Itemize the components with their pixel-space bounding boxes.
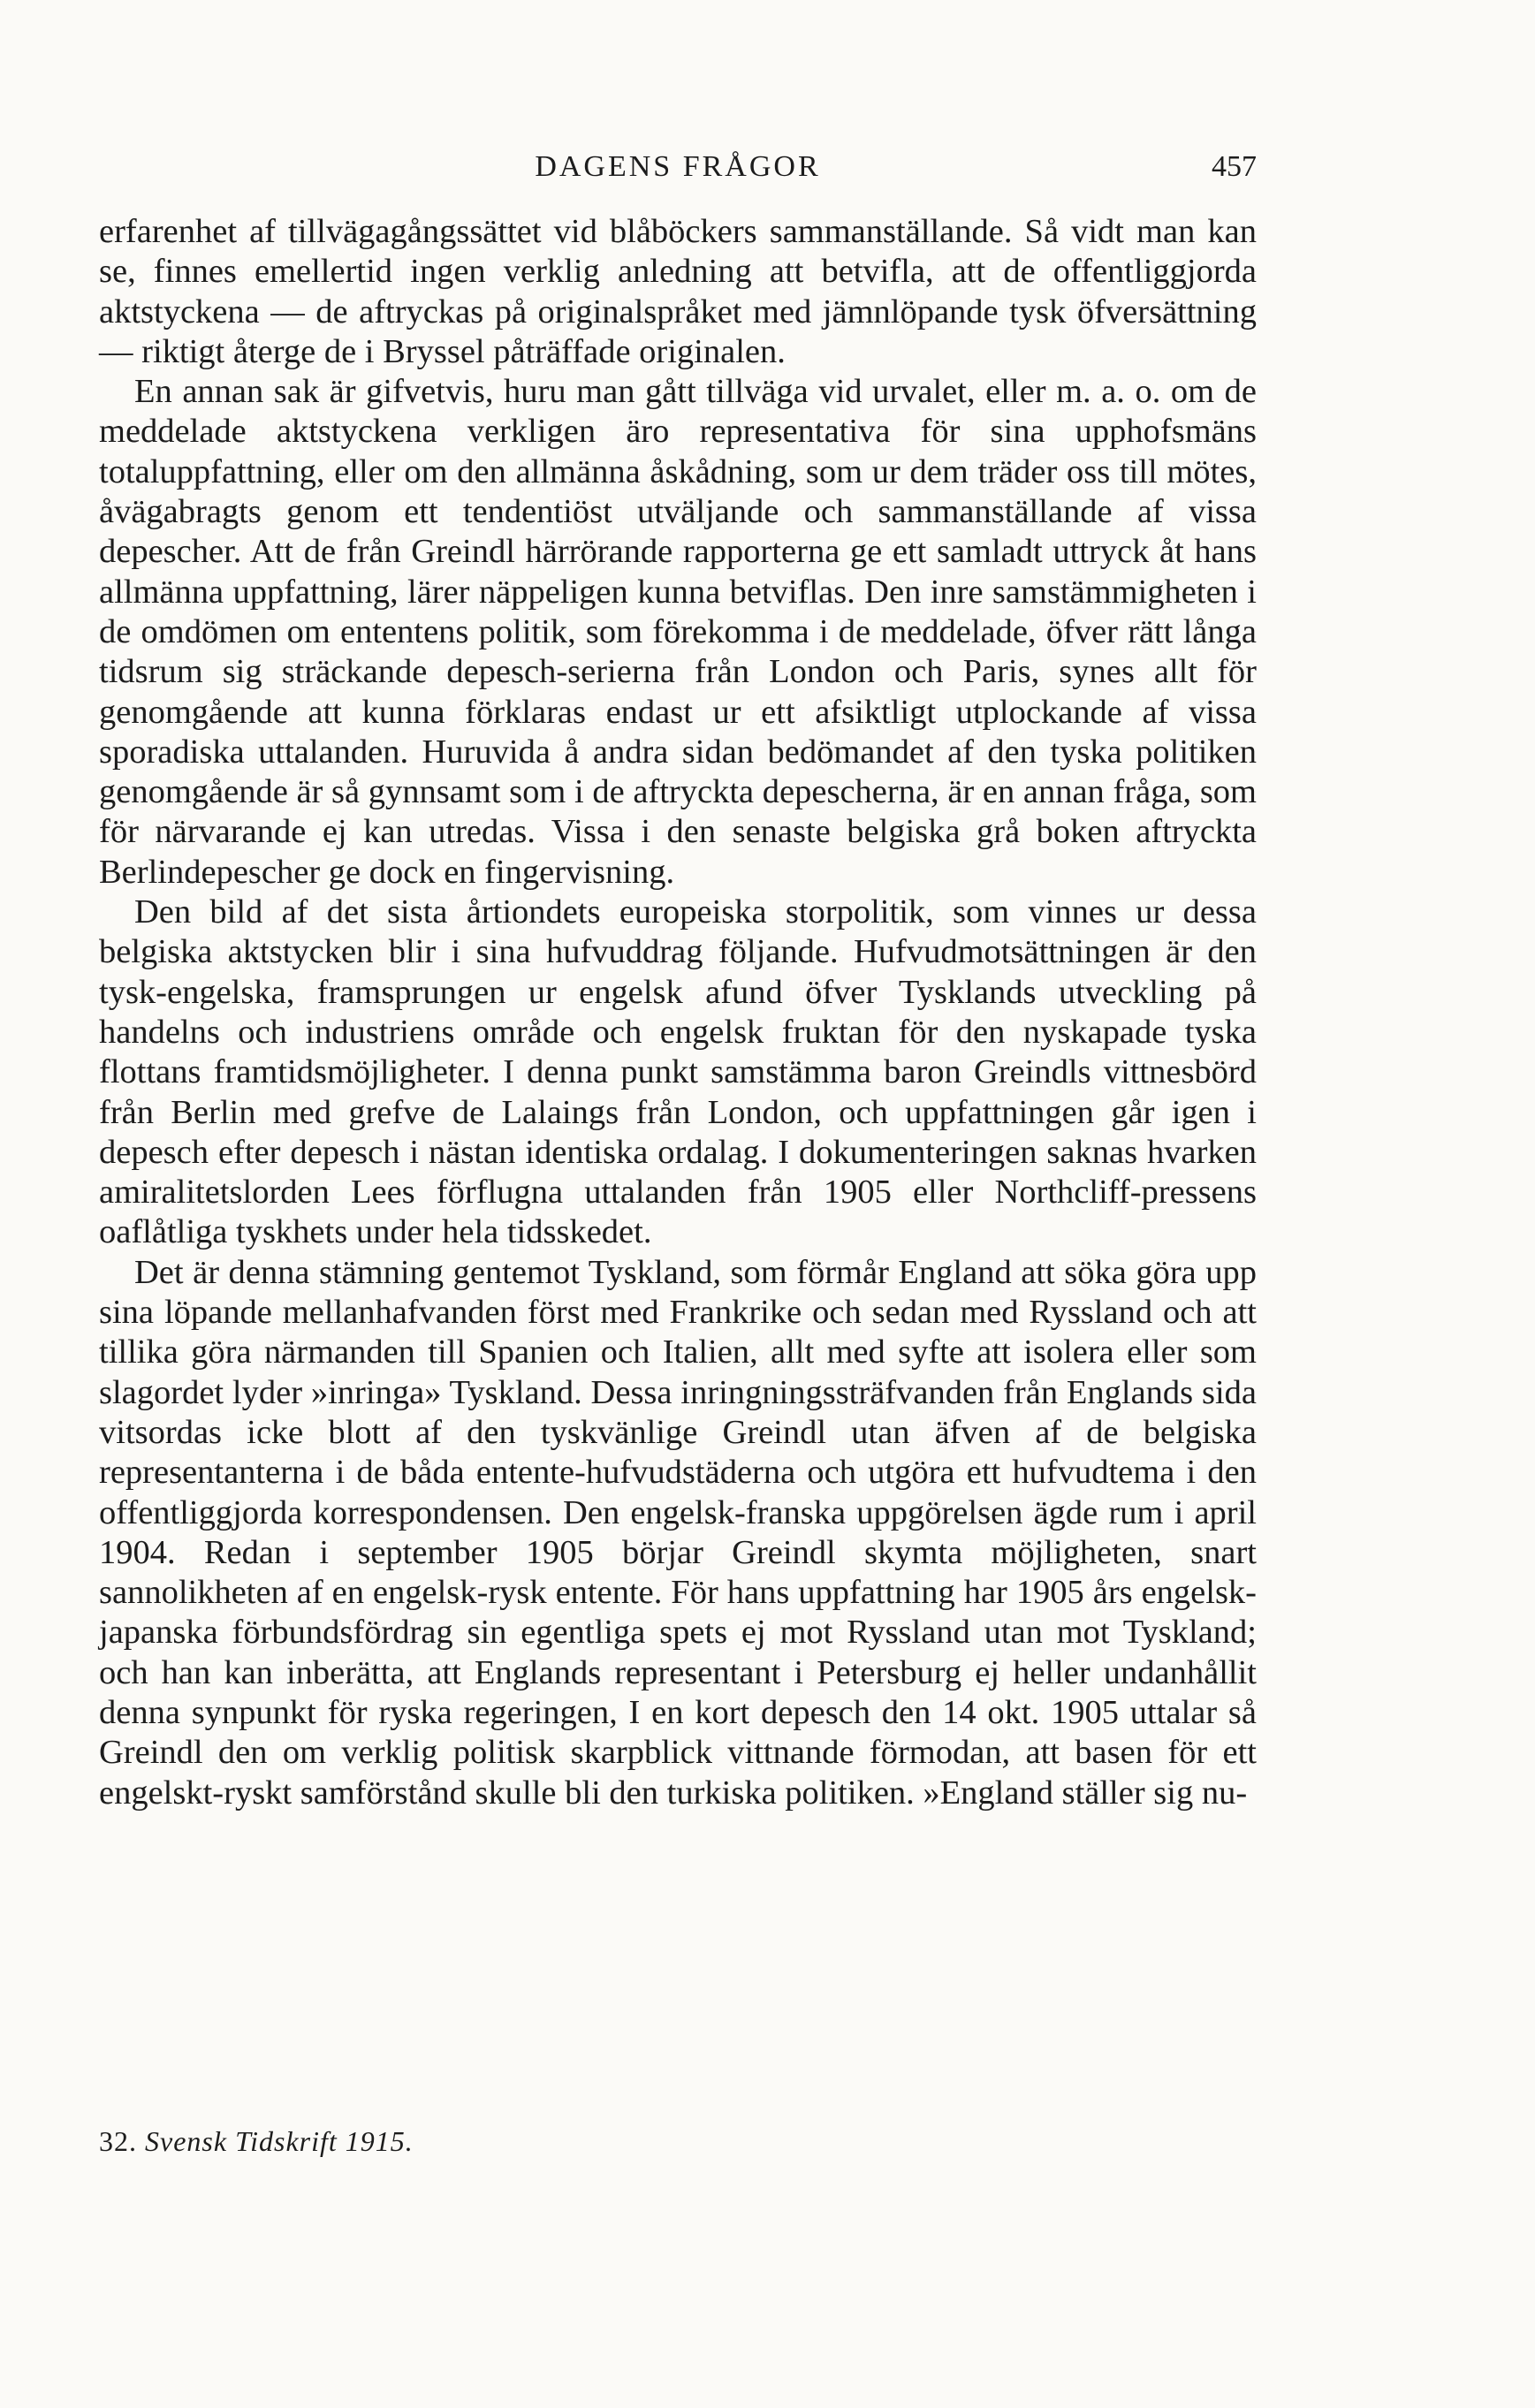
page-footer	[99, 2125, 414, 2158]
page-number: 457	[1212, 150, 1257, 183]
paragraph-1: erfarenhet af tillvägagångssättet vid blåböckers sammanställande. Så vidt man kan se, finnes emellertid ingen verklig anledning att betvifla, att de offentliggjorda aktstyckena — de aftryckas på originalspråket med jämnlöpande tysk öfversättning — riktigt återge de i Bryssel påträffade originalen.	[99, 213, 1257, 370]
signature-mark: 32.	[99, 2125, 137, 2157]
running-head: DAGENS FRÅGOR	[535, 150, 821, 183]
page-header	[99, 150, 1257, 203]
journal-title: Svensk Tidskrift 1915.	[145, 2125, 414, 2157]
body-text	[99, 212, 1257, 1813]
paragraph-2: En annan sak är gifvetvis, huru man gått tillväga vid urvalet, eller m. a. o. om de meddelade aktstyckena verkligen äro representativa för sina upphofsmäns totaluppfattning, eller om den allmänna åskådning, som ur dem träder oss till mötes, åvägabragts genom ett tendentiöst utväljande och sammanställande af vissa depescher. Att de från Greindl härrörande rapporterna ge ett samladt uttryck åt hans allmänna uppfattning, lärer näppeligen kunna betviflas. Den inre samstämmigheten i de omdömen om ententens politik, som förekomma i de meddelade, öfver rätt långa tidsrum sig sträckande depesch-serierna från London och Paris, synes allt för genomgående att kunna förklaras endast ur ett afsiktligt utplockande af vissa sporadiska uttalanden. Huruvida å andra sidan bedömandet af den tyska politiken genomgående är så gynnsamt som i de aftryckta depescherna, är en annan fråga, som för närvarande ej kan utredas. Vissa i den senaste belgiska grå boken aftryckta Berlindepescher ge dock en fingervisning.	[99, 373, 1257, 891]
paragraph-4: Det är denna stämning gentemot Tyskland, som förmår England att söka göra upp sina löpande mellanhafvanden först med Frankrike och sedan med Ryssland och att tillika göra närmanden till Spanien och Italien, allt med syfte att isolera eller som slagordet lyder »inringa» Tyskland. Dessa inringningssträfvanden från Englands sida vitsordas icke blott af den tyskvänlige Greindl utan äfven af de belgiska representanterna i de båda entente-hufvudstäderna och utgöra ett hufvudtema i den offentliggjorda korrespondensen. Den engelsk-franska uppgörelsen ägde rum i april 1904. Redan i september 1905 börjar Greindl skymta möjligheten, snart sannolikheten af en engelsk-rysk entente. För hans uppfattning har 1905 års engelsk-japanska förbundsfördrag sin egentliga spets ej mot Ryssland utan mot Tyskland; och han kan inberätta, att Englands representant i Petersburg ej heller undanhållit denna synpunkt för ryska regeringen, I en kort depesch den 14 okt. 1905 uttalar så Greindl den om verklig politisk skarpblick vittnande förmodan, att basen för ett engelskt-ryskt samförstånd skulle bli den turkiska politiken. »England ställer sig nu-	[99, 1253, 1257, 1812]
paragraph-3: Den bild af det sista årtiondets europeiska storpolitik, som vinnes ur dessa belgiska aktstycken blir i sina hufvuddrag följande. Hufvudmotsättningen är den tysk-engelska, framsprungen ur engelsk afund öfver Tysklands utveckling på handelns och industriens område och engelsk fruktan för den nyskapade tyska flottans framtidsmöjligheter. I denna punkt samstämma baron Greindls vittnesbörd från Berlin med grefve de Lalaings från London, och uppfattningen går igen i depesch efter depesch i nästan identiska ordalag. I dokumenteringen saknas hvarken amiralitetslorden Lees förflugna uttalanden från 1905 eller Northcliff-pressens oaflåtliga tyskhets under hela tidsskedet.	[99, 893, 1257, 1251]
